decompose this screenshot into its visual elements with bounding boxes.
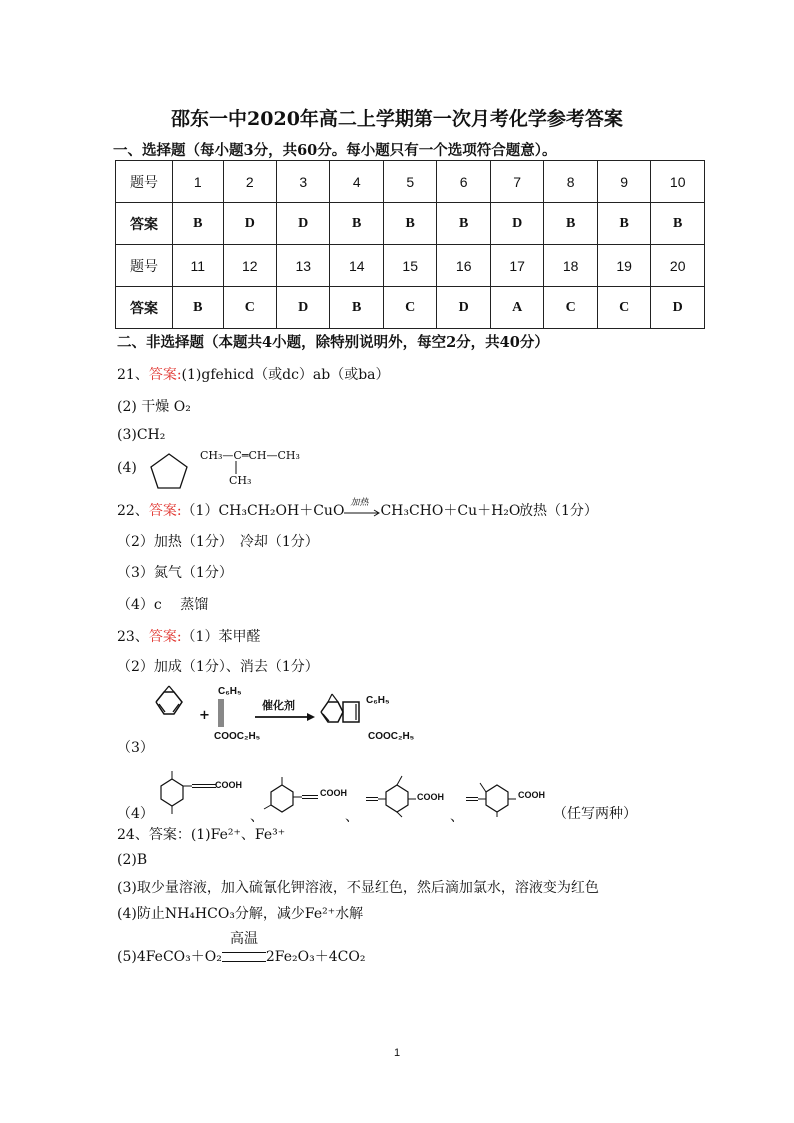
row-label: 题号 bbox=[116, 161, 173, 203]
cooh-label-3: COOH bbox=[417, 792, 444, 802]
reaction-condition: 加热 bbox=[350, 498, 369, 508]
answer-table bbox=[115, 160, 705, 329]
q23-line-2: （2）加成（1分）、消去（1分） bbox=[117, 659, 319, 675]
q23-line-1 bbox=[117, 626, 260, 646]
cell: 14 bbox=[330, 245, 383, 287]
cell: 12 bbox=[223, 245, 276, 287]
cell: 5 bbox=[383, 161, 436, 203]
cell: 10 bbox=[651, 161, 705, 203]
answer-label: 答案: bbox=[148, 503, 182, 519]
table-row bbox=[116, 287, 705, 329]
q22-line-2: （2）加热（1分） 冷却（1分） bbox=[117, 534, 319, 550]
alkene-structure-top: CH₃—C═CH—CH₃ bbox=[200, 449, 300, 462]
cell: 9 bbox=[597, 161, 650, 203]
cell: B bbox=[330, 287, 383, 329]
product-structure bbox=[318, 690, 370, 730]
answer-text: (1)gfehicd（或dc）ab（或ba） bbox=[181, 367, 390, 383]
cell: 6 bbox=[437, 161, 490, 203]
cell: D bbox=[437, 287, 490, 329]
cell: C bbox=[597, 287, 650, 329]
triple-bond bbox=[218, 699, 224, 729]
answer-label: 答案: bbox=[148, 629, 182, 645]
q23-any-two-note: （任写两种） bbox=[553, 806, 637, 822]
q24-line-1: 24、答案：(1)Fe²⁺、Fe³⁺ bbox=[117, 827, 286, 843]
cell: 11 bbox=[173, 245, 224, 287]
equation-left: (5)4FeCO₃＋O₂ bbox=[117, 949, 222, 965]
cell: B bbox=[544, 203, 597, 245]
reaction-arrow-2 bbox=[255, 713, 315, 721]
page-number: 1 bbox=[393, 1047, 401, 1059]
table-row bbox=[116, 161, 705, 203]
row-label: 答案 bbox=[116, 203, 173, 245]
phenyl-label: C₆H₅ bbox=[218, 686, 242, 697]
cell: 2 bbox=[223, 161, 276, 203]
cell: B bbox=[597, 203, 650, 245]
separator-3: 、 bbox=[450, 809, 464, 825]
cell: 4 bbox=[330, 161, 383, 203]
row-label: 题号 bbox=[116, 245, 173, 287]
q22-line-3: （3）氮气（1分） bbox=[117, 565, 233, 581]
cell: 19 bbox=[597, 245, 650, 287]
cell: B bbox=[173, 203, 224, 245]
cell: B bbox=[651, 203, 705, 245]
cell: D bbox=[277, 287, 330, 329]
cyclopentane-structure bbox=[148, 451, 190, 491]
cell: B bbox=[437, 203, 490, 245]
answer-label: 答案: bbox=[148, 367, 182, 383]
q24-line-5 bbox=[117, 946, 365, 966]
cell: 3 bbox=[277, 161, 330, 203]
cell: D bbox=[651, 287, 705, 329]
q24-condition: 高温 bbox=[230, 931, 258, 947]
isomer-structure-1 bbox=[150, 769, 220, 815]
catalyst-label: 催化剂 bbox=[262, 699, 295, 712]
cell: 8 bbox=[544, 161, 597, 203]
reaction-plus: + bbox=[199, 708, 210, 723]
reaction-arrow bbox=[344, 498, 380, 518]
cell: 20 bbox=[651, 245, 705, 287]
cell: D bbox=[490, 203, 543, 245]
q21-line-3: (3)CH₂ bbox=[117, 427, 166, 443]
alkene-structure-bond bbox=[234, 461, 238, 475]
alkene-structure-bottom: CH₃ bbox=[229, 474, 252, 487]
answer-text: （1） bbox=[181, 503, 219, 519]
product-phenyl-label: C₆H₅ bbox=[366, 695, 390, 706]
cell: 17 bbox=[490, 245, 543, 287]
separator-1: 、 bbox=[250, 809, 264, 825]
question-number: 21、 bbox=[117, 367, 149, 383]
cooh-label-4: COOH bbox=[518, 790, 545, 800]
cell: D bbox=[277, 203, 330, 245]
q21-line-2: (2) 干燥 O₂ bbox=[117, 399, 191, 415]
cell: D bbox=[223, 203, 276, 245]
question-number: 22、 bbox=[117, 503, 149, 519]
cell: C bbox=[383, 287, 436, 329]
equals-sign bbox=[222, 952, 266, 962]
cell: 18 bbox=[544, 245, 597, 287]
q22-line-1 bbox=[117, 500, 520, 520]
q22-line-4: （4）c 蒸馏 bbox=[117, 597, 209, 613]
q23-line-3: （3） bbox=[117, 740, 154, 756]
row-label: 答案 bbox=[116, 287, 173, 329]
section-1-heading: 一、选择题（每小题3分，共60分。每小题只有一个选项符合题意）。 bbox=[113, 142, 557, 159]
ester-label-1: COOC₂H₅ bbox=[214, 731, 261, 742]
section-2-heading: 二、非选择题（本题共4小题，除特别说明外，每空2分，共40分） bbox=[117, 334, 549, 351]
cell: 7 bbox=[490, 161, 543, 203]
q24-line-3: (3)取少量溶液，加入硫氰化钾溶液，不显红色，然后滴加氯水，溶液变为红色 bbox=[117, 880, 599, 896]
equation-right: 2Fe₂O₃＋4CO₂ bbox=[265, 949, 366, 965]
cell: 16 bbox=[437, 245, 490, 287]
q21-line-1 bbox=[117, 364, 390, 384]
cell: A bbox=[490, 287, 543, 329]
cell: B bbox=[383, 203, 436, 245]
ester-label-2: COOC₂H₅ bbox=[368, 731, 415, 742]
page-title: 邵东一中2020年高二上学期第一次月考化学参考答案 bbox=[171, 108, 623, 130]
norbornadiene-structure bbox=[150, 686, 190, 726]
cell: B bbox=[330, 203, 383, 245]
q24-line-2: (2)B bbox=[117, 852, 148, 868]
separator-2: 、 bbox=[345, 809, 359, 825]
cooh-label-1: COOH bbox=[215, 780, 242, 790]
cooh-label-2: COOH bbox=[320, 788, 347, 798]
cell: B bbox=[173, 287, 224, 329]
q21-line-4: (4) bbox=[117, 460, 137, 476]
equation-left: CH₃CH₂OH＋CuO bbox=[218, 503, 345, 519]
cell: 13 bbox=[277, 245, 330, 287]
question-number: 23、 bbox=[117, 629, 149, 645]
cell: C bbox=[544, 287, 597, 329]
answer-text: （1）苯甲醛 bbox=[181, 629, 261, 645]
table-row bbox=[116, 203, 705, 245]
q22-heat-note: 放热（1分） bbox=[519, 503, 598, 519]
table-row bbox=[116, 245, 705, 287]
q23-line-4: （4） bbox=[117, 806, 154, 822]
q24-line-4: (4)防止NH₄HCO₃分解，减少Fe²⁺水解 bbox=[117, 906, 364, 922]
cell: 15 bbox=[383, 245, 436, 287]
cell: 1 bbox=[173, 161, 224, 203]
cell: C bbox=[223, 287, 276, 329]
equation-right: CH₃CHO＋Cu＋H₂O bbox=[380, 503, 521, 519]
